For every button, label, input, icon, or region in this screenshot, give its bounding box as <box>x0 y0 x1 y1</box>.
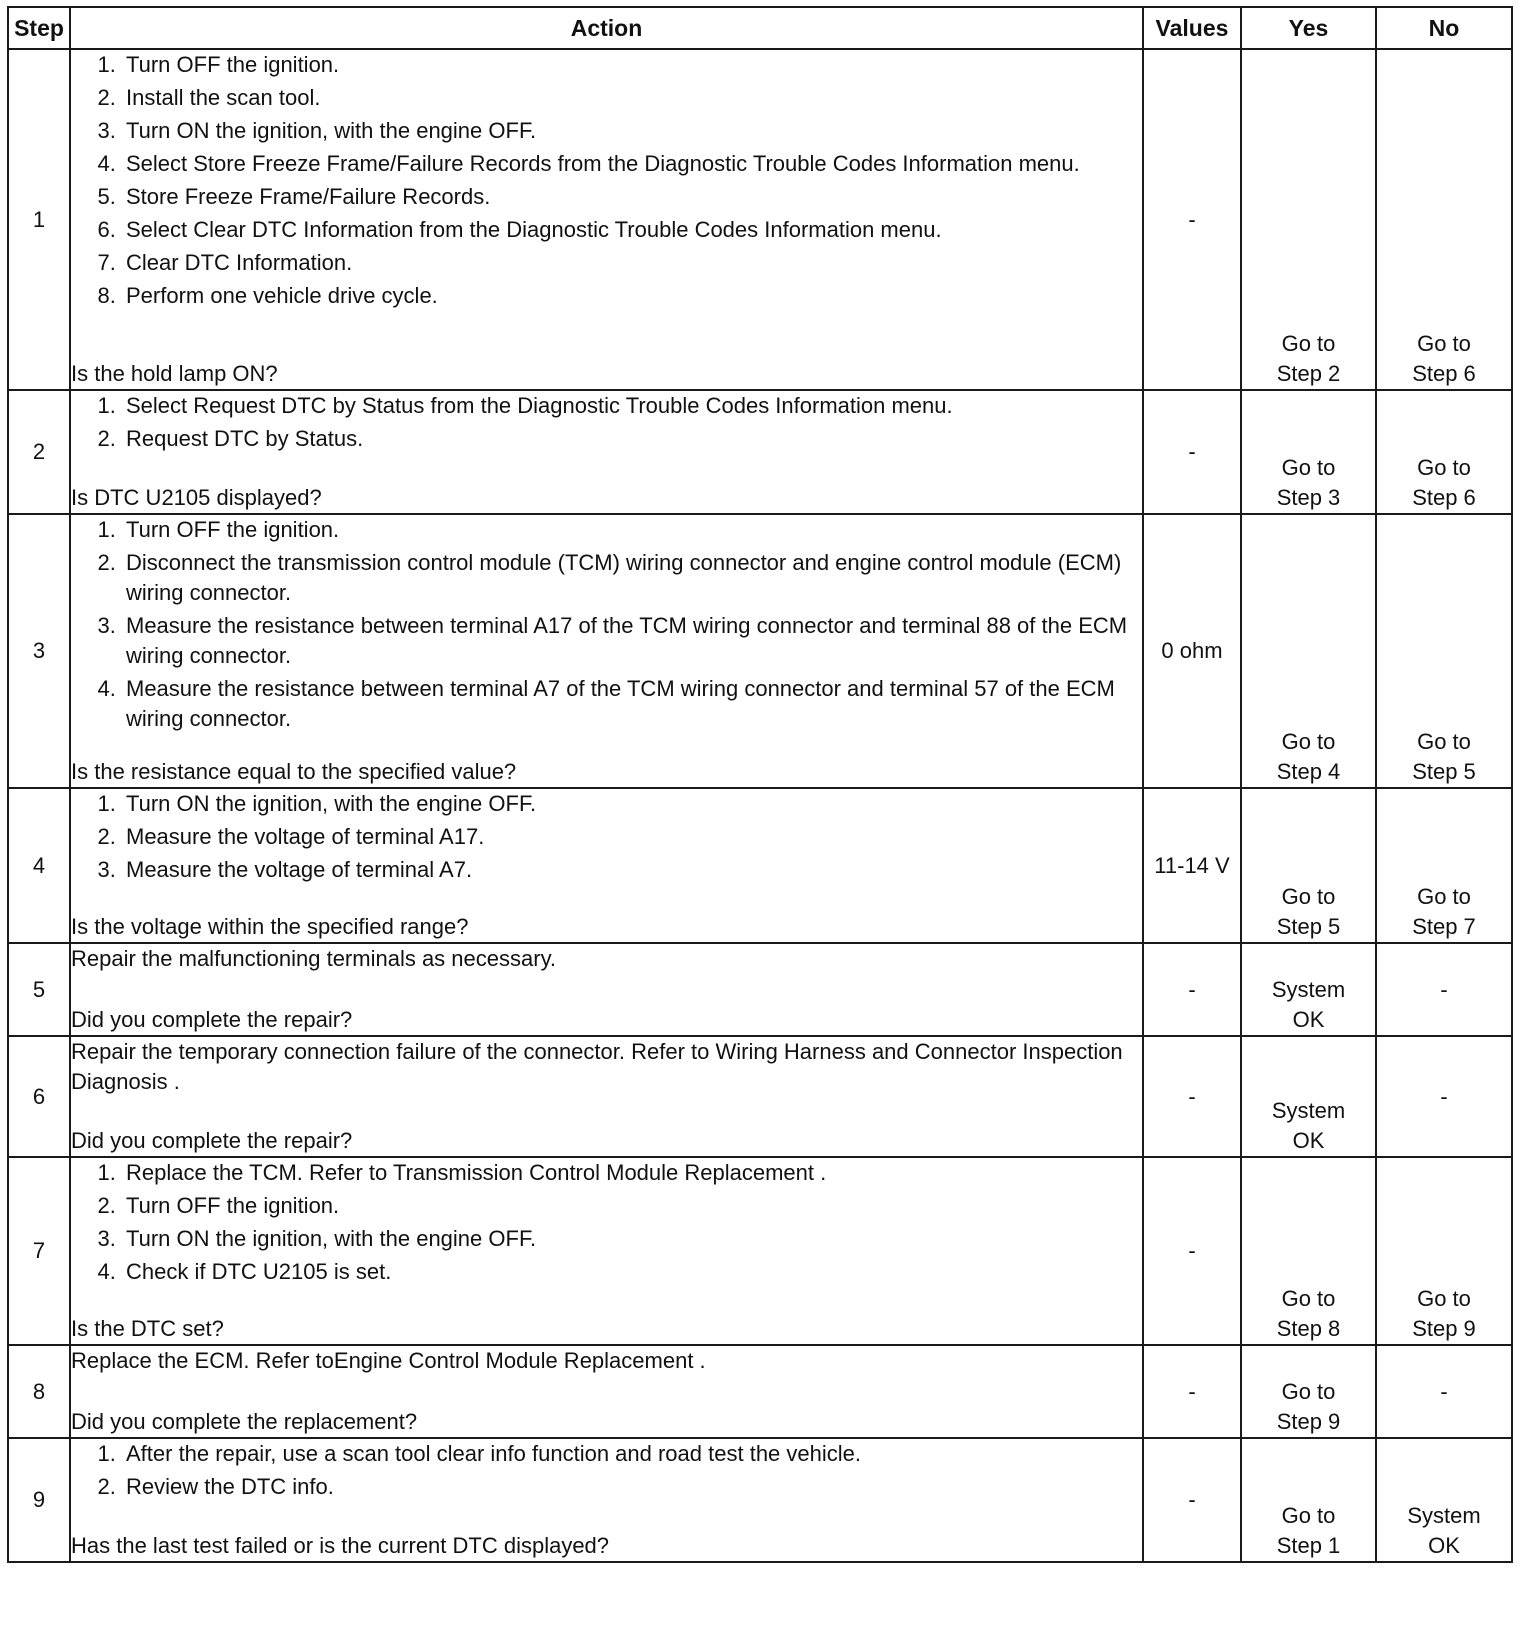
action-content <box>71 1346 1142 1437</box>
action-step-item: 4. Select Store Freeze Frame/Failure Records from the Diagnostic Trouble Codes Information menu. <box>122 149 1142 179</box>
header-row <box>8 7 1512 49</box>
action-step-item: 2. Disconnect the transmission control module (TCM) wiring connector and engine control module (ECM) wiring connector. <box>122 548 1142 608</box>
table-row <box>8 788 1512 943</box>
step-number: 1 <box>8 49 70 390</box>
yes-result-cell <box>1241 1438 1376 1562</box>
action-question: Is the voltage within the specified range? <box>71 914 469 939</box>
action-instruction: Repair the temporary connection failure of the connector. Refer to Wiring Harness and Connector Inspection Diagnosis . <box>71 1039 1123 1094</box>
action-step-item: 4. Measure the resistance between terminal A7 of the TCM wiring connector and terminal 57 of the ECM wiring connector. <box>122 674 1142 734</box>
table-row <box>8 1345 1512 1438</box>
action-steps-list <box>71 1158 1142 1290</box>
action-step-item: 5. Store Freeze Frame/Failure Records. <box>122 182 1142 212</box>
header-action: Action <box>70 7 1143 49</box>
action-content <box>71 944 1142 1035</box>
table-row <box>8 1036 1512 1157</box>
action-cell <box>70 1036 1143 1157</box>
action-step-item: 2. Review the DTC info. <box>122 1472 1142 1502</box>
action-question: Did you complete the repair? <box>71 1128 353 1153</box>
yes-result-cell <box>1241 49 1376 390</box>
yes-result: Go to Step 1 <box>1276 1503 1341 1558</box>
action-question: Did you complete the replacement? <box>71 1409 418 1434</box>
value-cell: - <box>1143 390 1241 514</box>
action-content <box>71 1037 1142 1156</box>
no-result: System OK <box>1407 1503 1481 1558</box>
action-question: Is the hold lamp ON? <box>71 361 278 386</box>
action-step-item: 2. Measure the voltage of terminal A17. <box>122 822 1142 852</box>
action-step-item: 1. Turn ON the ignition, with the engine OFF. <box>122 789 1142 819</box>
yes-result-cell <box>1241 1036 1376 1157</box>
no-result-cell <box>1376 1345 1512 1438</box>
action-cell <box>70 49 1143 390</box>
action-step-item: 1. Select Request DTC by Status from the Diagnostic Trouble Codes Information menu. <box>122 391 1142 421</box>
yes-result-cell <box>1241 943 1376 1036</box>
action-question: Is the resistance equal to the specified value? <box>71 759 517 784</box>
step-number: 6 <box>8 1036 70 1157</box>
no-result-cell <box>1376 788 1512 943</box>
no-result: Go to Step 7 <box>1412 884 1476 939</box>
header-no: No <box>1376 7 1512 49</box>
action-steps-list <box>71 1439 1142 1505</box>
step-number: 5 <box>8 943 70 1036</box>
no-result: Go to Step 5 <box>1412 729 1476 784</box>
no-result-cell <box>1376 1438 1512 1562</box>
no-result-cell <box>1376 943 1512 1036</box>
action-content <box>71 789 1142 942</box>
yes-result: Go to Step 8 <box>1276 1286 1341 1341</box>
action-step-item: 3. Turn ON the ignition, with the engine OFF. <box>122 116 1142 146</box>
action-cell <box>70 1438 1143 1562</box>
yes-result: System OK <box>1271 1098 1346 1153</box>
action-step-item: 1. After the repair, use a scan tool clear info function and road test the vehicle. <box>122 1439 1142 1469</box>
table-row <box>8 943 1512 1036</box>
action-steps-list <box>71 789 1142 888</box>
no-result-cell <box>1376 390 1512 514</box>
action-instruction: Replace the ECM. Refer toEngine Control Module Replacement . <box>71 1348 706 1373</box>
no-result-cell <box>1376 514 1512 788</box>
no-result: - <box>1440 1083 1448 1109</box>
action-question: Has the last test failed or is the current DTC displayed? <box>71 1533 610 1558</box>
action-cell <box>70 390 1143 514</box>
table-row <box>8 49 1512 390</box>
step-number: 2 <box>8 390 70 514</box>
value-cell: - <box>1143 1438 1241 1562</box>
value-cell: - <box>1143 1157 1241 1345</box>
action-content <box>71 1439 1142 1561</box>
action-cell <box>70 1157 1143 1345</box>
value-cell: - <box>1143 49 1241 390</box>
yes-result: Go to Step 4 <box>1276 729 1341 784</box>
action-content <box>71 50 1142 389</box>
yes-result: Go to Step 3 <box>1276 455 1341 510</box>
diagnostic-table <box>7 6 1513 1563</box>
step-number: 8 <box>8 1345 70 1438</box>
action-step-item: 8. Perform one vehicle drive cycle. <box>122 281 1142 311</box>
table-body <box>8 49 1512 1562</box>
action-cell <box>70 514 1143 788</box>
no-result-cell <box>1376 1157 1512 1345</box>
table-row <box>8 390 1512 514</box>
action-question: Is the DTC set? <box>71 1316 224 1341</box>
header-step: Step <box>8 7 70 49</box>
yes-result-cell <box>1241 1157 1376 1345</box>
step-number: 9 <box>8 1438 70 1562</box>
action-content <box>71 391 1142 513</box>
yes-result-cell <box>1241 390 1376 514</box>
action-question: Did you complete the repair? <box>71 1007 353 1032</box>
value-cell: - <box>1143 943 1241 1036</box>
step-number: 3 <box>8 514 70 788</box>
value-cell: - <box>1143 1345 1241 1438</box>
value-cell: 11-14 V <box>1143 788 1241 943</box>
yes-result-cell <box>1241 514 1376 788</box>
yes-result-cell <box>1241 788 1376 943</box>
yes-result: Go to Step 5 <box>1276 884 1341 939</box>
no-result-cell <box>1376 49 1512 390</box>
header-yes: Yes <box>1241 7 1376 49</box>
value-cell: - <box>1143 1036 1241 1157</box>
table-row <box>8 1157 1512 1345</box>
action-steps-list <box>71 515 1142 737</box>
action-instruction: Repair the malfunctioning terminals as necessary. <box>71 946 557 971</box>
yes-result: Go to Step 9 <box>1276 1379 1341 1434</box>
table-row <box>8 1438 1512 1562</box>
action-question: Is DTC U2105 displayed? <box>71 485 322 510</box>
action-step-item: 1. Turn OFF the ignition. <box>122 515 1142 545</box>
action-step-item: 2. Turn OFF the ignition. <box>122 1191 1142 1221</box>
no-result-cell <box>1376 1036 1512 1157</box>
action-step-item: 1. Turn OFF the ignition. <box>122 50 1142 80</box>
step-number: 7 <box>8 1157 70 1345</box>
action-step-item: 3. Measure the voltage of terminal A7. <box>122 855 1142 885</box>
no-result: Go to Step 6 <box>1412 455 1476 510</box>
action-cell <box>70 943 1143 1036</box>
action-steps-list <box>71 391 1142 457</box>
yes-result-cell <box>1241 1345 1376 1438</box>
value-cell: 0 ohm <box>1143 514 1241 788</box>
no-result: Go to Step 9 <box>1412 1286 1476 1341</box>
action-step-item: 6. Select Clear DTC Information from the Diagnostic Trouble Codes Information menu. <box>122 215 1142 245</box>
action-steps-list <box>71 50 1142 314</box>
action-step-item: 1. Replace the TCM. Refer to Transmission Control Module Replacement . <box>122 1158 1142 1188</box>
header-values: Values <box>1143 7 1241 49</box>
step-number: 4 <box>8 788 70 943</box>
table-row <box>8 514 1512 788</box>
yes-result: System OK <box>1271 977 1346 1032</box>
action-cell <box>70 1345 1143 1438</box>
action-step-item: 7. Clear DTC Information. <box>122 248 1142 278</box>
no-result: Go to Step 6 <box>1412 331 1476 386</box>
action-cell <box>70 788 1143 943</box>
action-step-item: 2. Request DTC by Status. <box>122 424 1142 454</box>
action-step-item: 3. Measure the resistance between terminal A17 of the TCM wiring connector and terminal 88 of the ECM wiring connector. <box>122 611 1142 671</box>
no-result: - <box>1440 976 1448 1002</box>
action-content <box>71 515 1142 787</box>
no-result: - <box>1440 1378 1448 1404</box>
action-step-item: 3. Turn ON the ignition, with the engine OFF. <box>122 1224 1142 1254</box>
action-content <box>71 1158 1142 1344</box>
yes-result: Go to Step 2 <box>1276 331 1341 386</box>
action-step-item: 4. Check if DTC U2105 is set. <box>122 1257 1142 1287</box>
action-step-item: 2. Install the scan tool. <box>122 83 1142 113</box>
